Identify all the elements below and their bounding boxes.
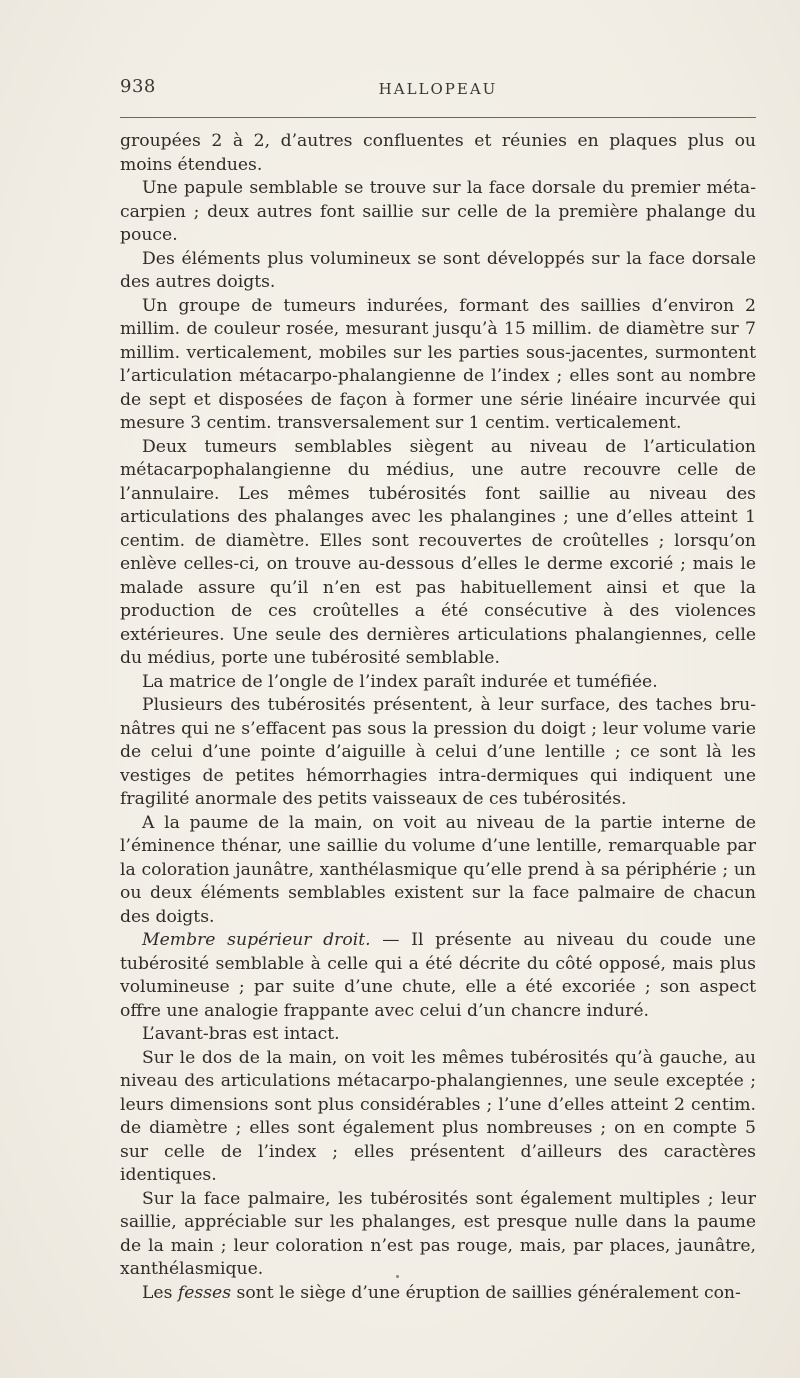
paragraph-7: Plusieurs des tubérosités présentent, à leur surface, des taches brunâtres qui ne s’effacent pas sous la pression du doigt ; leur volume varie de celui d’une pointe d’aiguille à celui d’une lentille ; ce sont là les vestiges de petites hémorrhagies intra-dermiques qui indiquent une fragilité anormale des petits vaisseaux de ces tubérosités.	[120, 695, 756, 809]
paragraph-3: Des éléments plus volumineux se sont développés sur la face dorsale des autres doigts.	[120, 248, 756, 292]
paragraph-6: La matrice de l’ongle de l’index paraît indurée et tuméfiée.	[142, 671, 658, 692]
paragraph-10: L’avant-bras est intact.	[142, 1024, 340, 1044]
section-heading-membre-superieur-droit: Membre supérieur droit.	[142, 930, 371, 950]
body-text	[120, 130, 756, 1305]
page-number: 938	[120, 76, 156, 97]
paragraph-9: Membre supérieur droit. — Il présente au niveau du coude une tubérosité semblable à celle qui a été décrite du côté opposé, mais plus volumineuse ; par suite d’une chute, elle a été excoriée ; son aspect offre une analogie frappante avec celui d’un chancre induré.	[120, 930, 756, 1021]
paragraph-5: Deux tumeurs semblables siègent au niveau de l’articulation métacarpophalangienne du médius, une autre recouvre celle de l’annulaire. Les mêmes tubérosités font saillie au niveau des articulations des phalanges avec les phalangines ; une d’elles atteint 1 centim. de diamètre. Elles sont recouvertes de croûtelles ; lorsqu’on enlève celles-ci, on trouve au-dessous d’elles le derme excorié ; mais le malade assure qu’il n’en est pas habituellement ainsi et que la production de ces croûtelles a été consécutive à des violences extérieures. Une seule des dernières articulations phalangiennes, celle du médius, porte une tubérosité semblable.	[120, 436, 756, 668]
paragraph-1: groupées 2 à 2, d’autres confluentes et réunies en plaques plus ou moins étendues.	[120, 131, 756, 175]
paragraph-12: Sur la face palmaire, les tubérosités sont également multiples ; leur saillie, appréciable sur les phalanges, est presque nulle dans la paume de la main ; leur coloration n’est pas rouge, mais, par places, jaunâtre, xanthélasmique.	[120, 1188, 756, 1279]
paragraph-2: Une papule semblable se trouve sur la face dorsale du premier métacarpien ; deux autres font saillie sur celle de la première phalange du pouce.	[120, 178, 756, 245]
page-header	[120, 76, 756, 106]
paper-speck	[396, 1275, 399, 1278]
paragraph-13: Les fesses sont le siège d’une éruption de saillies généralement con-	[142, 1282, 741, 1303]
header-rule	[120, 117, 756, 118]
running-head: HALLOPEAU	[378, 80, 498, 98]
italic-term-fesses: fesses	[177, 1282, 232, 1303]
paragraph-11: Sur le dos de la main, on voit les mêmes tubérosités qu’à gauche, au niveau des articulations métacarpo-phalangiennes, une seule exceptée ; leurs dimensions sont plus considérables ; l’une d’elles atteint 2 centim. de diamètre ; elles sont également plus nombreuses ; on en compte 5 sur celle de l’index ; elles présentent d’ailleurs des caractères identiques.	[120, 1047, 756, 1185]
paragraph-8: A la paume de la main, on voit au niveau de la partie interne de l’éminence thénar, une saillie du volume d’une lentille, remarquable par la coloration jaunâtre, xanthélasmique qu’elle prend à sa périphérie ; un ou deux éléments semblables existent sur la face palmaire de chacun des doigts.	[120, 812, 756, 927]
paragraph-4: Un groupe de tumeurs indurées, formant des saillies d’environ 2 millim. de couleur rosée, mesurant jusqu’à 15 millim. de diamètre sur 7 millim. verticalement, mobiles sur les parties sous-jacentes, surmontent l’articulation métacarpo-phalangienne de l’index ; elles sont au nombre de sept et disposées de façon à former une série linéaire incurvée qui mesure 3 centim. transversalement sur 1 centim. verticalement.	[120, 295, 756, 433]
